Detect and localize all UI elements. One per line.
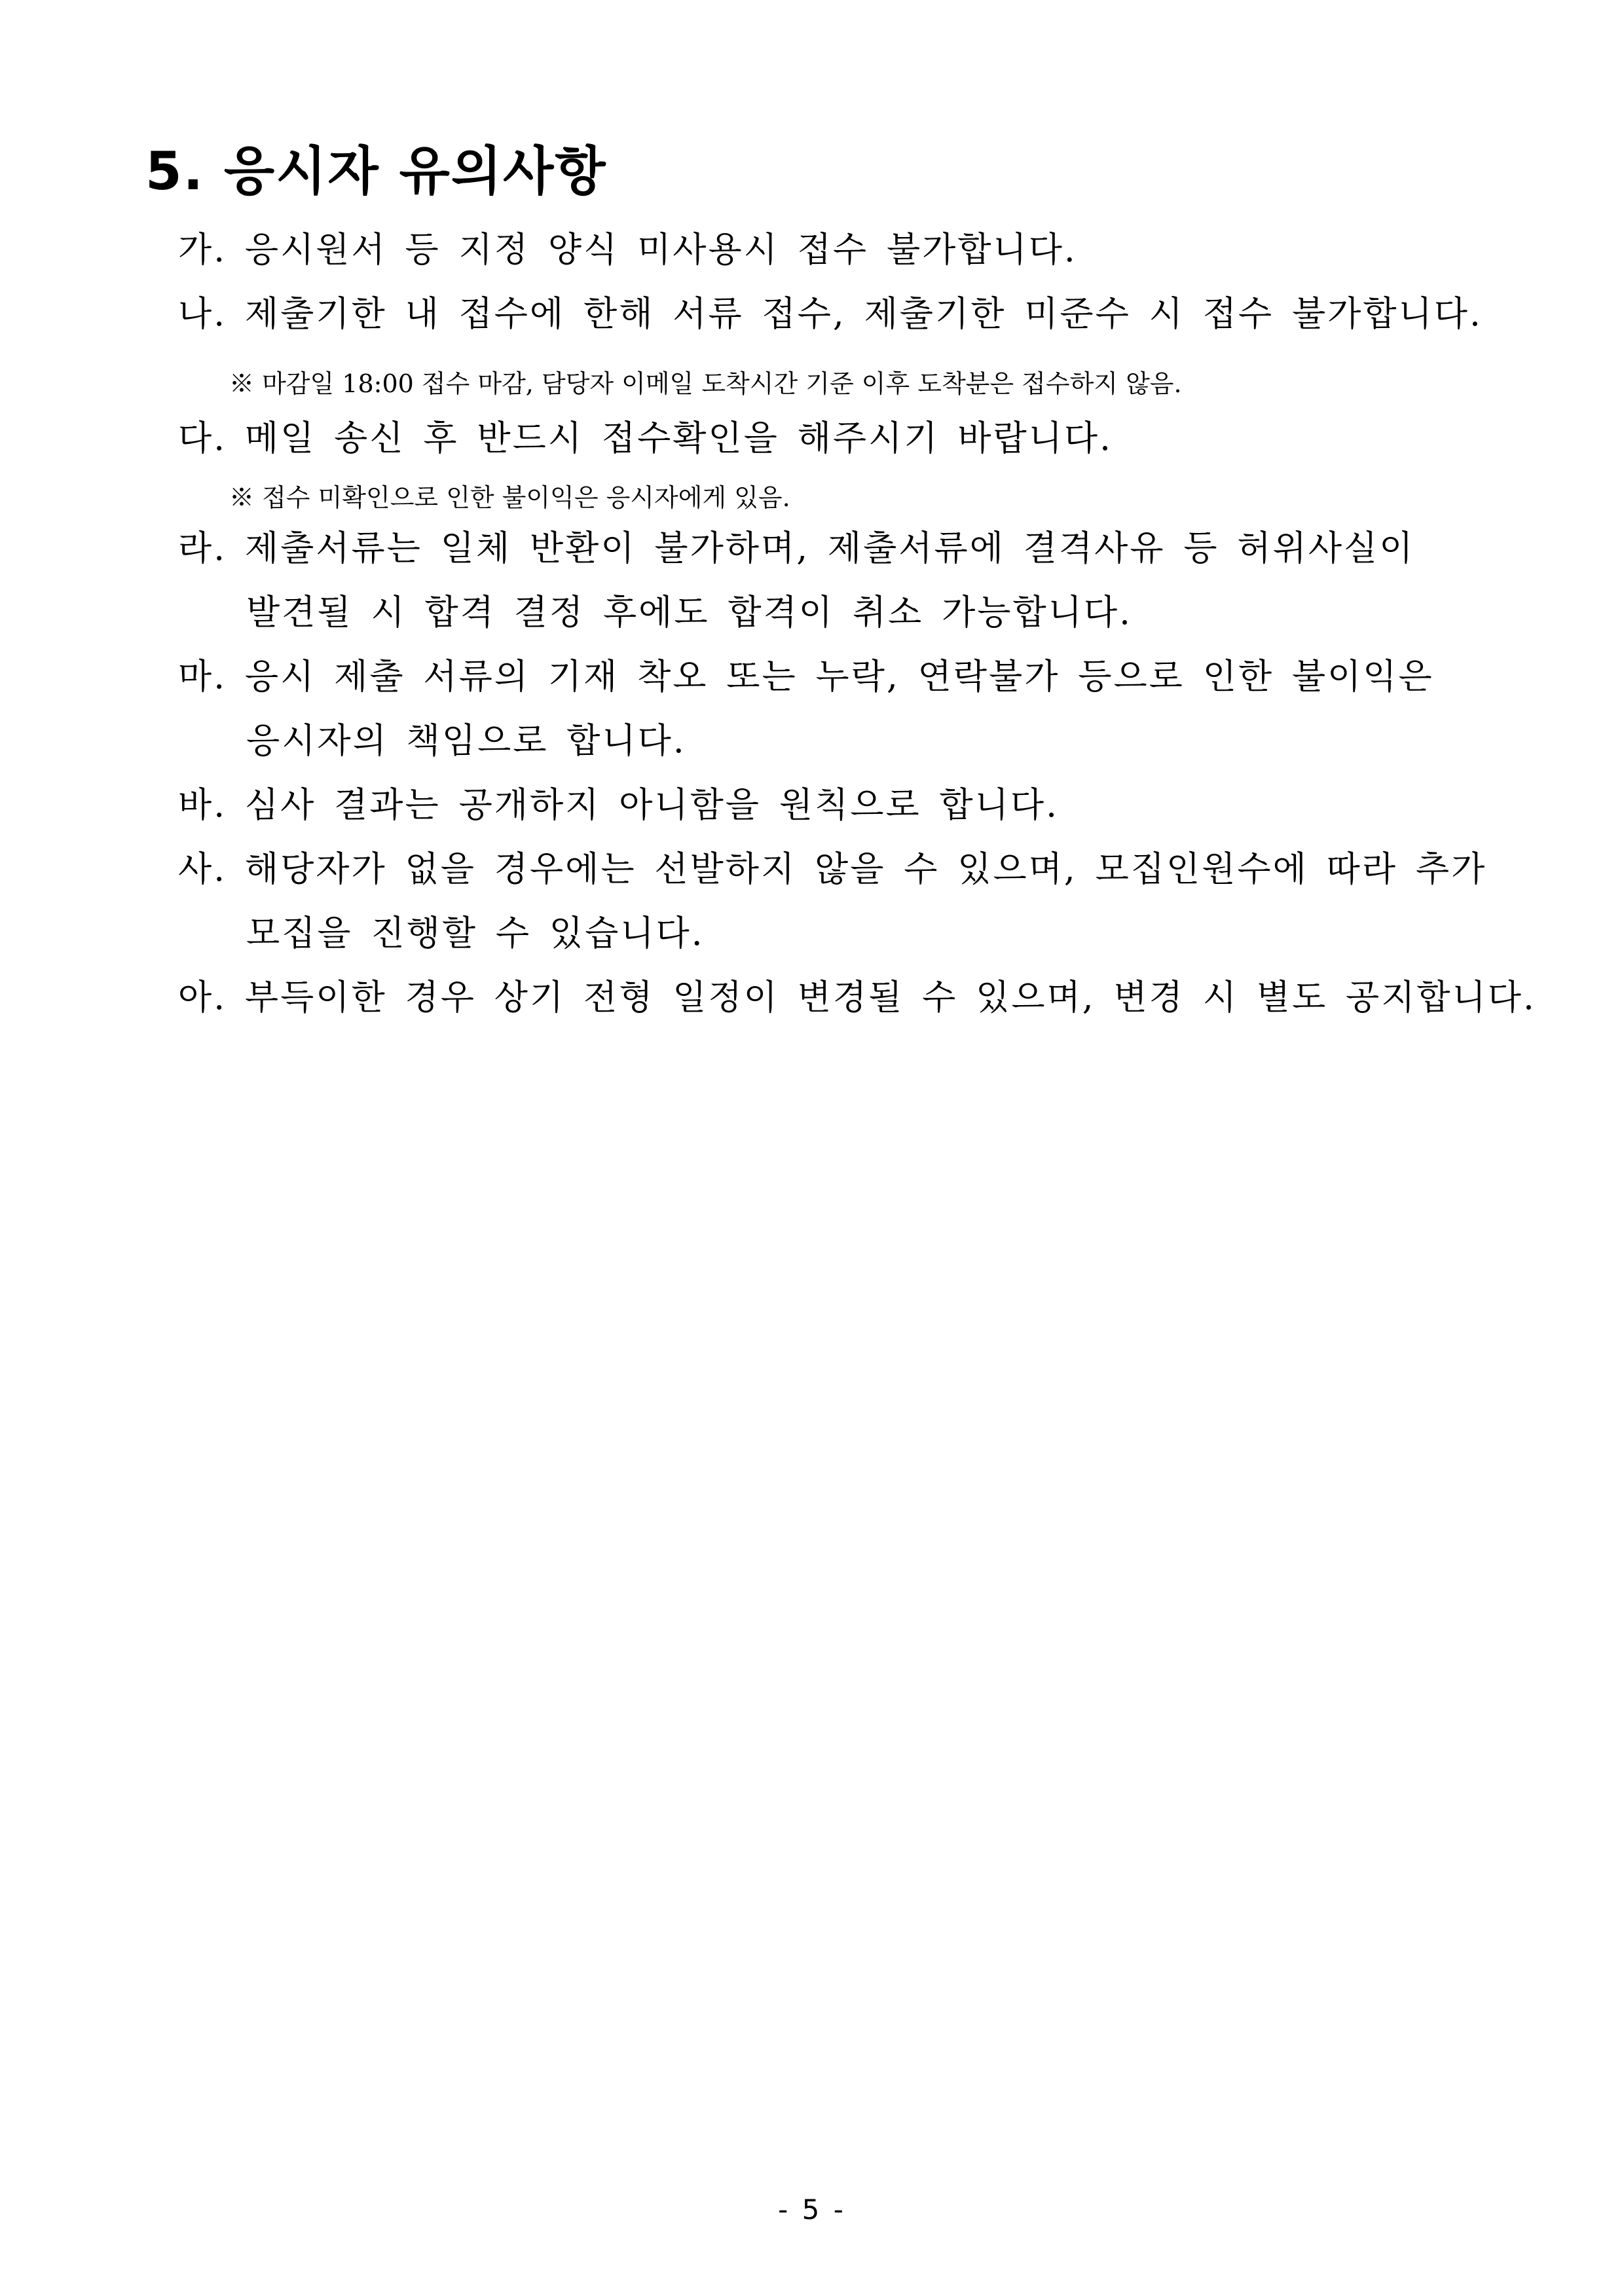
notice-item-na: 나. 제출기한 내 접수에 한해 서류 접수, 제출기한 미준수 시 접수 불가합니다.	[178, 294, 1483, 334]
notice-item-ga: 가. 응시원서 등 지정 양식 미사용시 접수 불가합니다.	[178, 230, 1077, 270]
notice-item-da: 다. 메일 송신 후 반드시 접수확인을 해주시기 바랍니다.	[178, 418, 1113, 458]
notice-item-na-note: ※ 마감일 18:00 접수 마감, 담당자 이메일 도착시간 기준 이후 도착분은 접수하지 않음.	[229, 369, 1182, 398]
notice-item-ra: 라. 제출서류는 일체 반환이 불가하며, 제출서류에 결격사유 등 허위사실이	[178, 528, 1415, 568]
notice-item-sa-continuation: 모집을 진행할 수 있습니다.	[246, 913, 705, 953]
notice-item-da-note: ※ 접수 미확인으로 인한 불이익은 응시자에게 있음.	[229, 483, 790, 512]
page-number: - 5 -	[778, 2194, 846, 2226]
notice-item-ma: 마. 응시 제출 서류의 기재 착오 또는 누락, 연락불가 등으로 인한 불이익은	[178, 657, 1434, 697]
notice-item-a: 아. 부득이한 경우 상기 전형 일정이 변경될 수 있으며, 변경 시 별도 공지합니다.	[178, 978, 1536, 1018]
notice-item-sa: 사. 해당자가 없을 경우에는 선발하지 않을 수 있으며, 모집인원수에 따라 추가	[178, 849, 1487, 889]
notice-item-ma-continuation: 응시자의 책임으로 합니다.	[246, 721, 686, 761]
notice-item-ra-continuation: 발견될 시 합격 결정 후에도 합격이 취소 가능합니다.	[246, 593, 1132, 633]
page-title: 5. 응시자 유의사항	[145, 141, 607, 202]
notice-item-ba: 바. 심사 결과는 공개하지 아니함을 원칙으로 합니다.	[178, 785, 1059, 825]
